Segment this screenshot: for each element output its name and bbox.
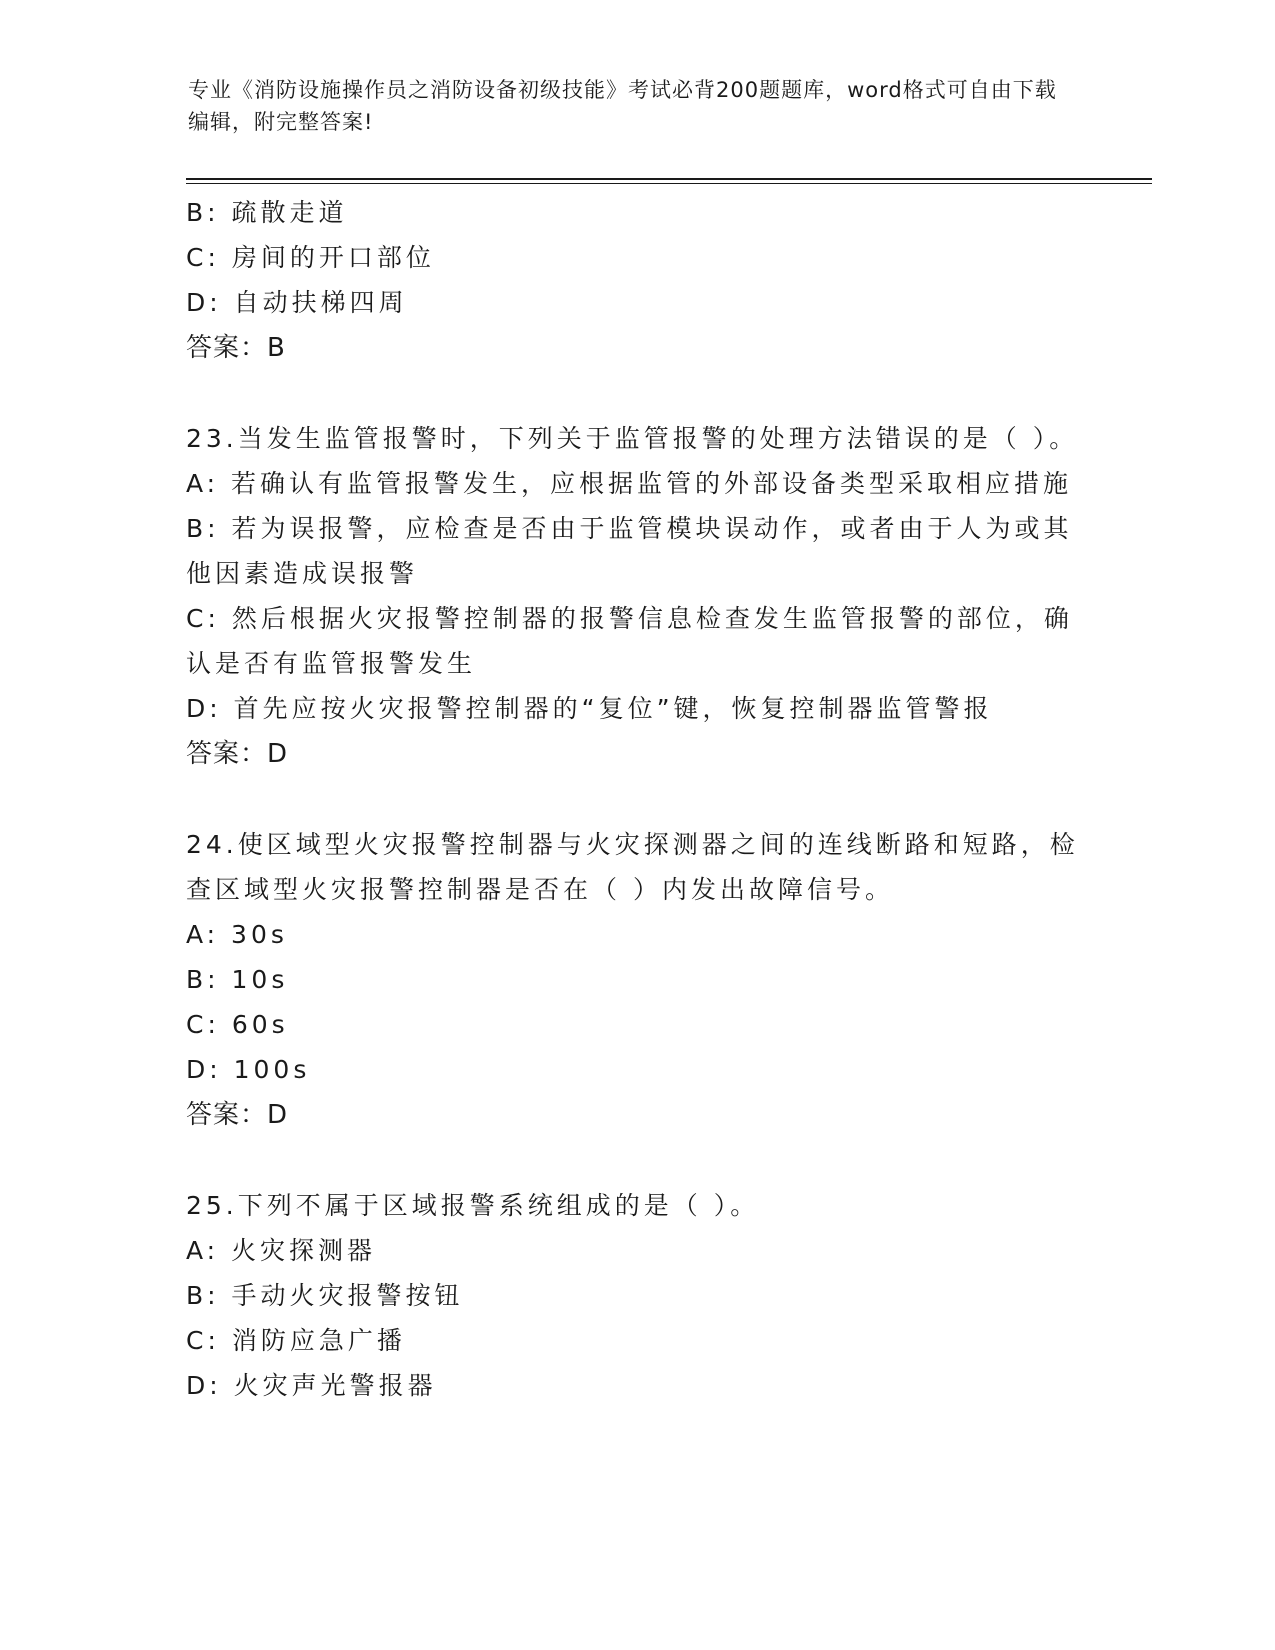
option-a: A: 若确认有监管报警发生，应根据监管的外部设备类型采取相应措施 (186, 469, 1073, 498)
option-c: C: 60s (186, 1010, 289, 1039)
header-divider (186, 178, 1152, 180)
question-22-continuation (186, 190, 1086, 371)
answer: 答案：B (186, 333, 286, 363)
question-stem: 25.下列不属于区域报警系统组成的是（ ）。 (186, 1191, 760, 1220)
option-d: D: 100s (186, 1055, 311, 1084)
option-b: B: 疏散走道 (186, 198, 348, 227)
question-25 (186, 1183, 1086, 1408)
option-c: C: 然后根据火灾报警控制器的报警信息检查发生监管报警的部位，确认是否有监管报警发生 (186, 604, 1073, 678)
answer: 答案：D (186, 739, 289, 769)
question-24 (186, 822, 1086, 1138)
option-c: C: 消防应急广播 (186, 1326, 406, 1355)
option-a: A: 30s (186, 920, 288, 949)
option-b: B: 若为误报警，应检查是否由于监管模块误动作，或者由于人为或其他因素造成误报警 (186, 514, 1073, 588)
option-d: D: 自动扶梯四周 (186, 288, 408, 317)
question-stem: 23.当发生监管报警时，下列关于监管报警的处理方法错误的是（ ）。 (186, 424, 1079, 453)
option-b: B: 手动火灾报警按钮 (186, 1281, 464, 1310)
question-23 (186, 416, 1086, 777)
option-d: D: 首先应按火灾报警控制器的“复位”键，恢复控制器监管警报 (186, 694, 993, 723)
header-divider-thin (186, 183, 1152, 184)
document-header: 专业《消防设施操作员之消防设备初级技能》考试必背200题题库，word格式可自由下载编辑，附完整答案! (188, 78, 1057, 134)
option-b: B: 10s (186, 965, 289, 994)
answer: 答案：D (186, 1100, 289, 1130)
question-stem: 24.使区域型火灾报警控制器与火灾探测器之间的连线断路和短路，检查区域型火灾报警控制器是否在（ ）内发出故障信号。 (186, 830, 1079, 904)
option-a: A: 火灾探测器 (186, 1236, 377, 1265)
document-body (186, 190, 1086, 1408)
option-c: C: 房间的开口部位 (186, 243, 435, 272)
option-d: D: 火灾声光警报器 (186, 1371, 437, 1400)
